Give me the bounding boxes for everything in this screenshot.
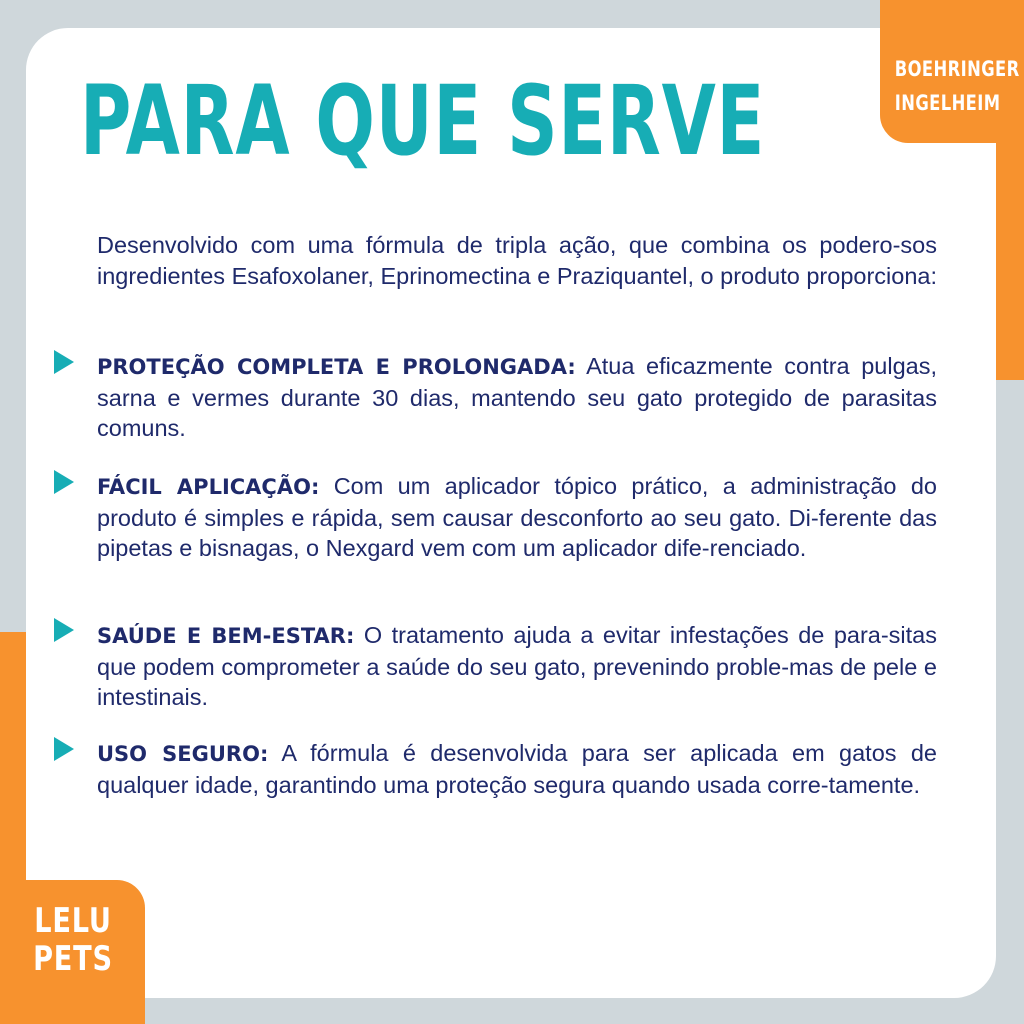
intro-paragraph: Desenvolvido com uma fórmula de tripla ação, que combina os podero-sos ingredientes Esafoxolaner, Eprinomectina e Praziquantel, o produto proporciona: (97, 232, 937, 289)
bullet-arrow-icon (54, 737, 74, 761)
benefit-label: PROTEÇÃO COMPLETA E PROLONGADA: (97, 355, 576, 379)
benefit-label: SAÚDE E BEM-ESTAR: (97, 624, 355, 648)
brand-line-1: BOEHRINGER (894, 57, 1020, 81)
bullet-arrow-icon (54, 470, 74, 494)
brand-line-2: INGELHEIM (894, 91, 1001, 115)
benefit-item (97, 620, 937, 713)
page-title: PARA QUE SERVE (80, 65, 766, 177)
benefit-label: USO SEGURO: (97, 742, 269, 766)
brand-line-1: LELU (34, 901, 112, 941)
benefit-item (97, 471, 937, 564)
benefit-item (97, 738, 937, 800)
benefit-text: A fórmula é desenvolvida para ser aplicada em gatos de qualquer idade, garantindo uma proteção segura quando usada corre-tamente. (97, 740, 937, 798)
bullet-arrow-icon (54, 350, 74, 374)
benefit-label: FÁCIL APLICAÇÃO: (97, 475, 320, 499)
benefit-item (97, 351, 937, 444)
brand-line-2: PETS (33, 939, 113, 979)
brand-lelu-pets (29, 902, 117, 978)
brand-boehringer-ingelheim (894, 52, 1020, 120)
benefit-text: Com um aplicador tópico prático, a administração do produto é simples e rápida, sem causar desconforto ao seu gato. Di-ferente das pipetas e bisnagas, o Nexgard vem com um aplicador dife-renciado. (97, 473, 937, 561)
benefit-text: O tratamento ajuda a evitar infestações de para-sitas que podem comprometer a saúde do seu gato, prevenindo proble-mas de pele e intestinais. (97, 622, 938, 710)
benefit-text: Atua eficazmente contra pulgas, sarna e vermes durante 30 dias, mantendo seu gato protegido de parasitas comuns. (97, 353, 937, 441)
bullet-arrow-icon (54, 618, 74, 642)
